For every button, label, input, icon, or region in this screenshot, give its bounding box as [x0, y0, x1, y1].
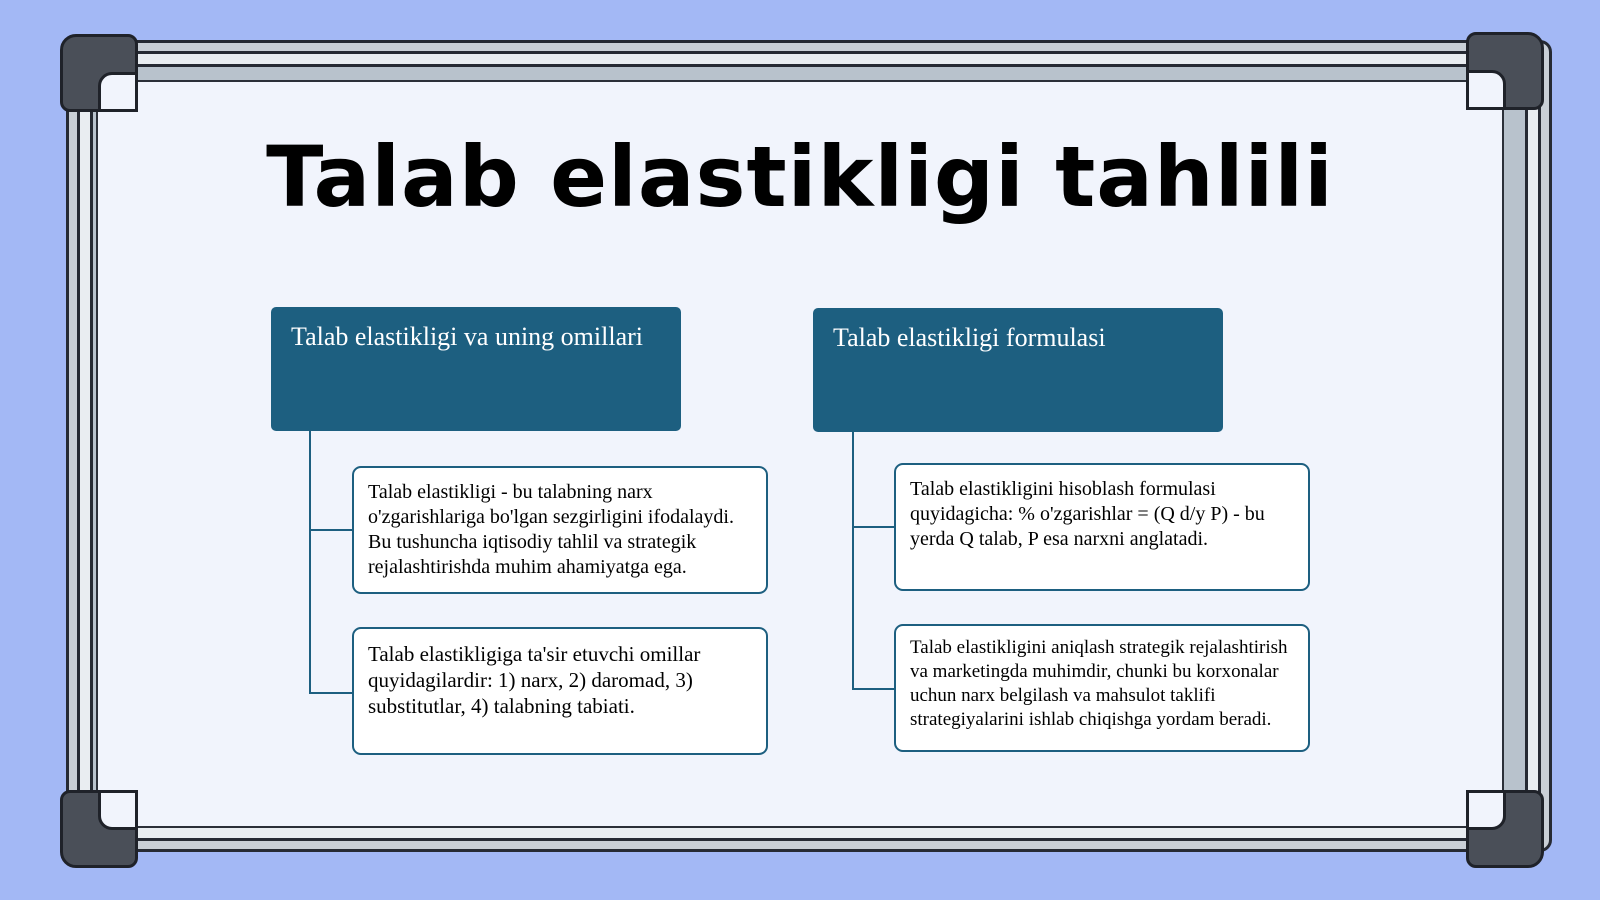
left-card-2-text: Talab elastikligiga ta'sir etuvchi omillar quyidagilardir: 1) narx, 2) daromad, 3) substitutlar, 4) talabning tabiati.: [368, 642, 701, 718]
left-header-label: Talab elastikligi va uning omillari: [291, 322, 643, 351]
left-card-1: [352, 466, 768, 594]
right-card-2: [894, 624, 1310, 752]
right-card-1: [894, 463, 1310, 591]
right-card-1-text: Talab elastikligini hisoblash formulasi quyidagicha: % o'zgarishlar = (Q d/y P) - bu yerda Q talab, P esa narxni anglatadi.: [910, 478, 1265, 550]
right-header-box: [813, 308, 1223, 432]
left-header-box: [271, 307, 681, 431]
frame-corner-bottom-right: [1466, 790, 1544, 868]
right-header-label: Talab elastikligi formulasi: [833, 323, 1106, 352]
slide-title: Talab elastikligi tahlili: [266, 128, 1334, 226]
frame-corner-top-left: [60, 34, 138, 112]
left-card-2: [352, 627, 768, 755]
right-card-2-text: Talab elastikligini aniqlash strategik rejalashtirish va marketingda muhimdir, chunki bu korxonalar uchun narx belgilash va mahsulot taklifi strategiyalarini ishlab chiqishga yordam beradi.: [910, 637, 1288, 730]
right-connector-branch-1: [852, 526, 896, 528]
right-connector-vertical: [852, 432, 854, 690]
left-connector-branch-2: [309, 692, 353, 694]
left-connector-vertical: [309, 431, 311, 694]
right-connector-branch-2: [852, 688, 896, 690]
frame-corner-bottom-left: [60, 790, 138, 868]
frame-corner-top-right: [1466, 32, 1544, 110]
left-connector-branch-1: [309, 529, 353, 531]
left-card-1-text: Talab elastikligi - bu talabning narx o'zgarishlariga bo'lgan sezgirligini ifodalaydi. Bu tushuncha iqtisodiy tahlil va strategik rejalashtirishda muhim ahamiyatga ega.: [368, 481, 734, 578]
